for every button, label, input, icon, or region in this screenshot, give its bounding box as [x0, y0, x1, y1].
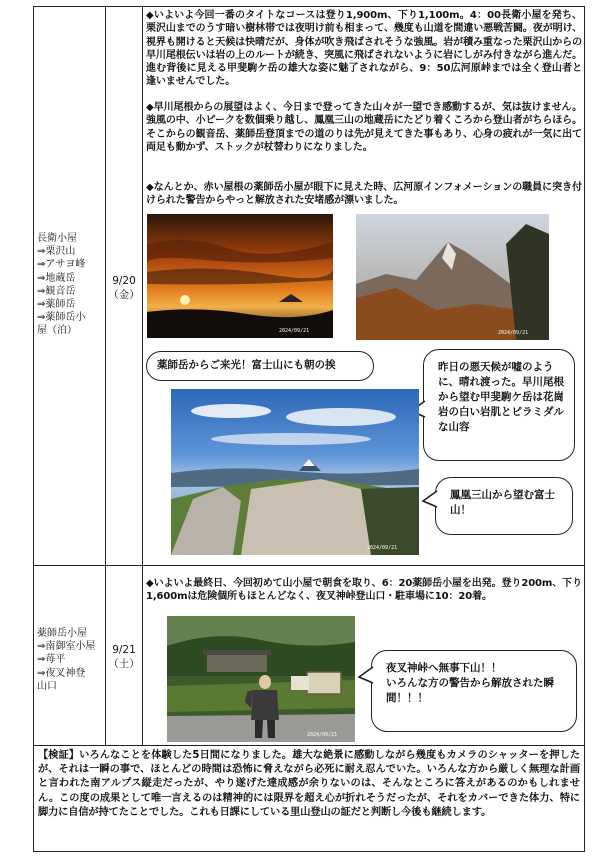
kaikoma-date-stamp: 2024/09/21 [498, 330, 529, 336]
fuji-image [171, 389, 419, 555]
day2-paragraph-1: ◆いよいよ最終日、今回初めて山小屋で朝食を取り、6：20薬師岳小屋を出発。登り200m、下り1,600mは危険個所もほとんどなく、夜叉神峠登山口・駐車場に10：20着。 [146, 578, 582, 603]
day1-paragraph-2: ◆早川尾根からの展望はよく、今日まで登ってきた山々が一望でき感動するが、気は抜けません。強風の中、小ピークを数個乗り越し、鳳凰三山の地蔵岳にたどり着くころから登山者がちらほら。そこからの観音岳、薬師岳登頂までの道のりは先が見えてきた事もあり、心身の疲れが一気に出て両足も動かず、ストックが杖替わりになりました。 [146, 102, 582, 153]
sunrise-photo [147, 214, 333, 338]
day1-paragraph-3: ◆なんとか、赤い屋根の薬師岳小屋が眼下に見えた時、広河原インフォメーションの職員に突き付けられた警告からやっと解放された安堵感が漂いました。 [146, 182, 582, 207]
trailhead-photo [167, 616, 355, 742]
caption-fuji: 鳳凰三山から望む富士山！ [435, 477, 573, 535]
kaikoma-photo [356, 214, 549, 340]
report-page [33, 6, 585, 852]
trailhead-date-stamp: 2024/09/21 [307, 732, 338, 738]
sunrise-date-stamp: 2024/09/21 [279, 328, 310, 334]
trailhead-image [167, 616, 355, 742]
col-divider-2 [142, 7, 143, 745]
day1-paragraph-1: ◆いよいよ今回一番のタイトなコースは登り1,900m、下り1,100m。4：00長衛小屋を発ち、栗沢山までのうす暗い樹林帯では夜明け前も相まって、幾度も山道を間違い悪戦苦闘。夜が明け、視界も開けると天候は快晴だが、身体が吹き飛ばされそうな強風。岩が積み重なった栗沢山からの早川尾根伝いは岩の上のルートが続き、突風に飛ばされないように岩にしがみ付きながら進んだ。進む背後に見える甲斐駒ケ岳の雄大な姿に魅了されながら、9：50広河原峠までは全く登山者と逢いませんでした。 [146, 10, 582, 88]
day1-date: 9/20 （金） [108, 275, 140, 301]
day1-route: 長衛小屋 ⇒栗沢山 ⇒アサヨ峰 ⇒地蔵岳 ⇒観音岳 ⇒薬師岳 ⇒薬師岳小 屋（泊） [37, 233, 86, 337]
caption-fuji-tail [422, 489, 440, 511]
caption-descent: 夜叉神峠へ無事下山！！ いろんな方の警告から解放された瞬間！！！ [371, 650, 577, 732]
sunrise-image [147, 214, 333, 338]
day2-date: 9/21 （土） [108, 644, 140, 670]
caption-sunrise: 薬師岳からご来光！富士山にも朝の挨 [146, 351, 374, 381]
row-divider-2 [34, 745, 584, 746]
col-divider-1 [105, 7, 106, 745]
fuji-date-stamp: 2024/09/21 [367, 545, 398, 551]
caption-descent-tail [358, 665, 376, 687]
day2-route: 薬師岳小屋 ⇒南御室小屋 ⇒苺平 ⇒夜叉神登 山口 [37, 628, 96, 692]
kaikoma-image [356, 214, 549, 340]
row-divider-1 [34, 565, 584, 566]
review-paragraph: 【検証】いろんなことを体験した5日間になりました。雄大な絶景に感動しながら幾度もカメラのシャッターを押したが、それは一瞬の事で、ほとんどの時間は恐怖に脅えながら必死に耐え忍んでいた。いろんな方から厳しく無理な計画と言われた南アルプス縦走だったが、やり遂げた達成感が余りないのは、そんなところに答えがあるのかもしれません。この度の成果として唯一言えるのは精神的には限界を超え心が折れそうだったが、それをカバーできた体力、特に脚力に自信が持てたことでした。これも日課にしている里山登山の証だと判断し今後も継続します。 [38, 750, 580, 818]
fuji-photo [171, 389, 419, 555]
caption-kaikoma: 昨日の悪天候が嘘のように、晴れ渡った。早川尾根から望む甲斐駒ケ岳は花崗岩の白い岩肌とピラミダルな山容 [423, 349, 575, 461]
